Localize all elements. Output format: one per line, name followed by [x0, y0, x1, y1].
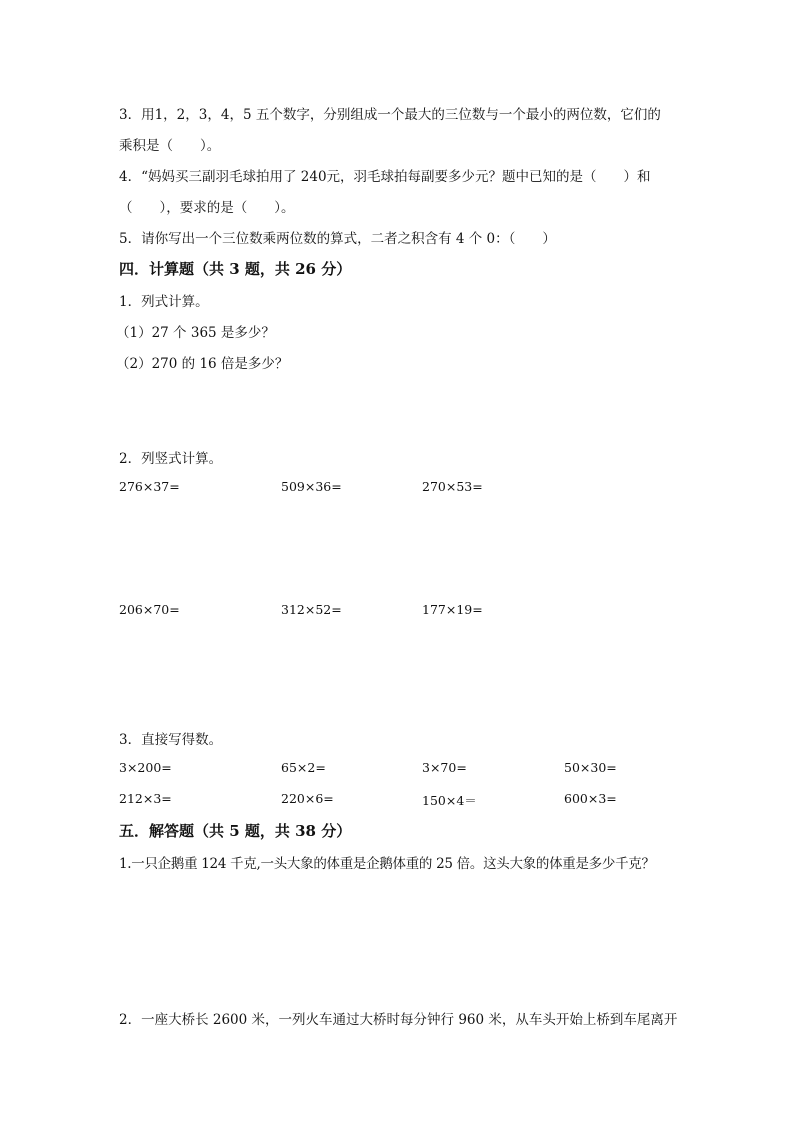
calc-item: 3×200=	[119, 760, 172, 775]
calc-item: 509×36=	[281, 479, 342, 494]
calc-item: 312×52=	[281, 602, 342, 617]
calc-item: 3×70=	[422, 760, 467, 775]
question-4-line2: （ ），要求的是（ ）。	[119, 200, 295, 216]
calc-item: 177×19=	[422, 602, 483, 617]
question-3-line1: 3．用1，2，3，4，5 五个数字，分别组成一个最大的三位数与一个最小的两位数，它们的	[119, 107, 661, 123]
calc-item: 600×3=	[564, 791, 617, 806]
s4-q3: 3．直接写得数。	[119, 732, 223, 748]
calc-item: 50×30=	[564, 760, 617, 775]
calc-item: 276×37=	[119, 479, 180, 494]
s4-q1a: （1）27 个 365 是多少？	[116, 325, 275, 341]
calc-item: 270×53=	[422, 479, 483, 494]
s5-q1: 1.一只企鹅重 124 千克,一头大象的体重是企鹅体重的 25 倍。这头大象的体重是多少千克？	[119, 856, 655, 872]
question-5: 5．请你写出一个三位数乘两位数的算式，二者之积含有 4 个 0：（ ）	[119, 231, 556, 247]
calc-item: 220×6=	[281, 791, 334, 806]
question-4-line1: 4．“妈妈买三副羽毛球拍用了 240元，羽毛球拍每副要多少元？题中已知的是（ ）和	[119, 169, 651, 185]
section-4-heading: 四．计算题（共 3 题，共 26 分）	[119, 260, 352, 278]
question-3-line2: 乘积是（ ）。	[119, 138, 221, 154]
calc-item: 212×3=	[119, 791, 172, 806]
s4-q2: 2．列竖式计算。	[119, 451, 223, 467]
s4-q1b: （2）270 的 16 倍是多少？	[116, 356, 289, 372]
calc-item: 206×70=	[119, 602, 180, 617]
section-5-heading: 五．解答题（共 5 题，共 38 分）	[119, 822, 352, 840]
calc-item: 65×2=	[281, 760, 326, 775]
s4-q1: 1．列式计算。	[119, 294, 209, 310]
s5-q2: 2．一座大桥长 2600 米，一列火车通过大桥时每分钟行 960 米，从车头开始上桥到车尾离开	[119, 1012, 678, 1028]
calc-item: 150×4＝	[422, 793, 477, 808]
